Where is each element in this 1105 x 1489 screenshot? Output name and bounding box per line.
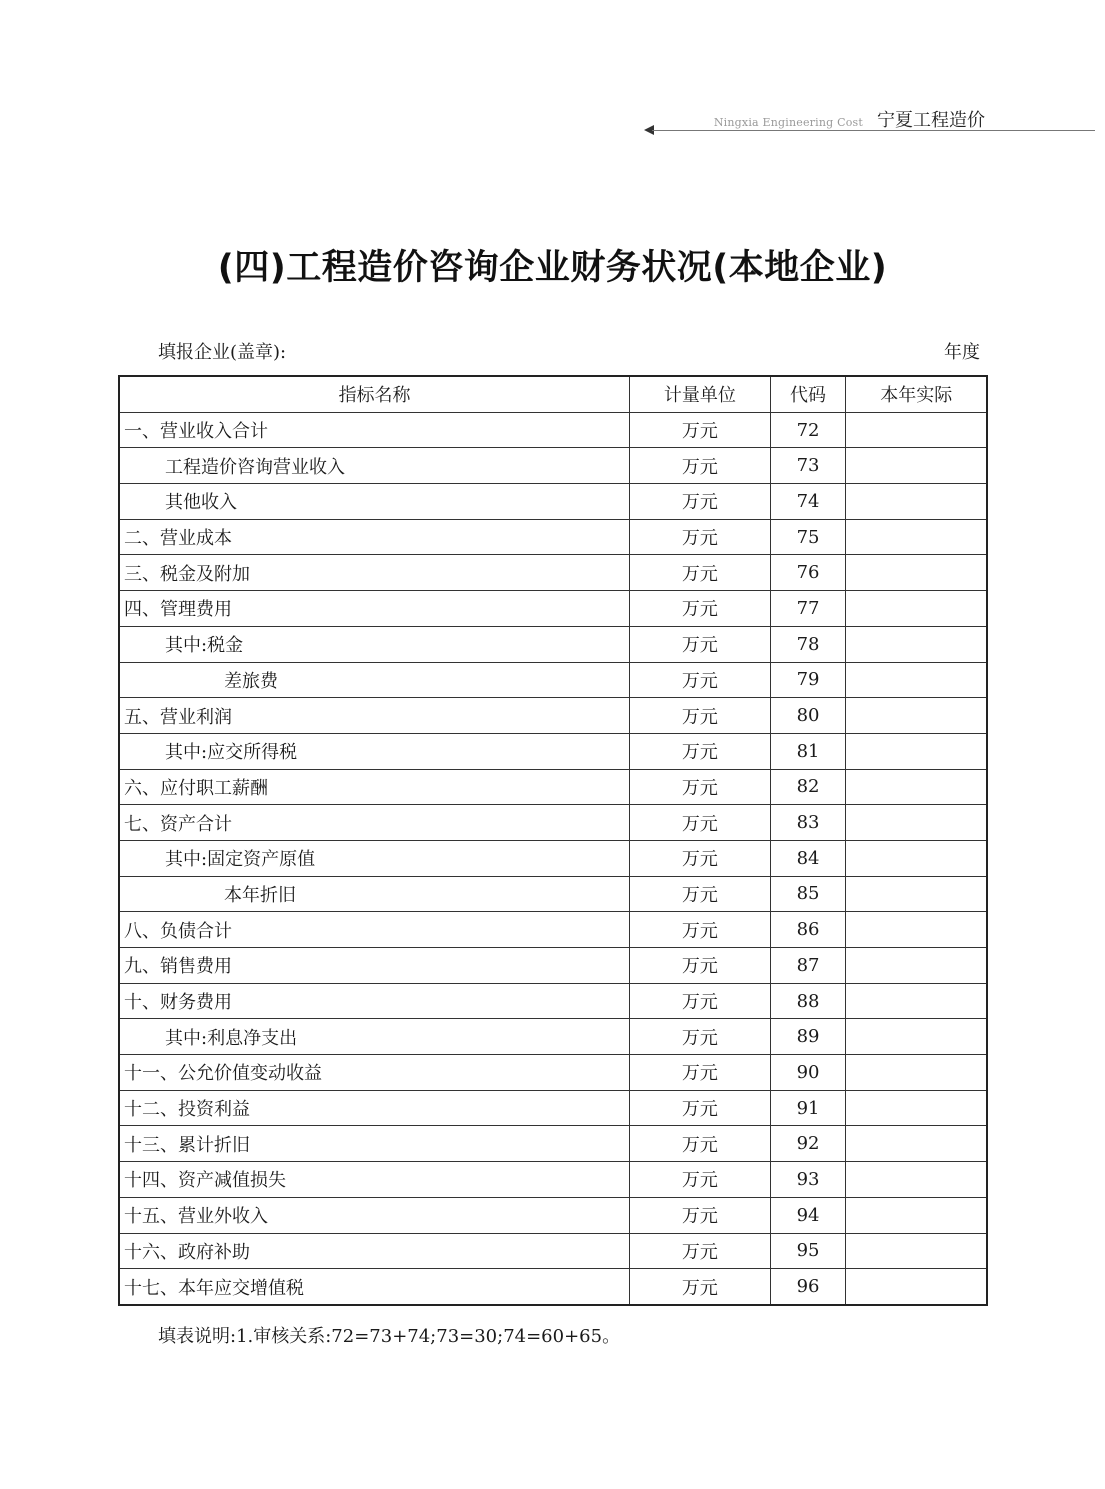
row-indicator-name: 十三、累计折旧 <box>119 1126 630 1162</box>
row-indicator-name: 十四、资产减值损失 <box>119 1162 630 1198</box>
row-indicator-name: 六、应付职工薪酬 <box>119 769 630 805</box>
table-row <box>119 1126 987 1162</box>
row-unit: 万元 <box>630 412 771 448</box>
row-unit: 万元 <box>630 1126 771 1162</box>
row-actual-value <box>846 1019 987 1055</box>
row-unit: 万元 <box>630 983 771 1019</box>
header-rule <box>652 130 1095 131</box>
row-code: 88 <box>770 983 846 1019</box>
table-row <box>119 769 987 805</box>
row-unit: 万元 <box>630 769 771 805</box>
row-indicator-name: 七、资产合计 <box>119 805 630 841</box>
row-indicator-name: 三、税金及附加 <box>119 555 630 591</box>
page-title: (四)工程造价咨询企业财务状况(本地企业) <box>217 248 888 288</box>
row-unit: 万元 <box>630 626 771 662</box>
row-code: 73 <box>770 448 846 484</box>
column-header-unit: 计量单位 <box>630 376 771 412</box>
row-unit: 万元 <box>630 555 771 591</box>
table-row <box>119 912 987 948</box>
row-indicator-name: 十二、投资利益 <box>119 1090 630 1126</box>
table-row <box>119 948 987 984</box>
row-unit: 万元 <box>630 1162 771 1198</box>
row-code: 94 <box>770 1197 846 1233</box>
table-row <box>119 1197 987 1233</box>
row-actual-value <box>846 912 987 948</box>
table-row <box>119 519 987 555</box>
row-code: 76 <box>770 555 846 591</box>
row-indicator-name: 一、营业收入合计 <box>119 412 630 448</box>
row-actual-value <box>846 519 987 555</box>
row-actual-value <box>846 626 987 662</box>
row-unit: 万元 <box>630 1090 771 1126</box>
table-row <box>119 662 987 698</box>
row-actual-value <box>846 1197 987 1233</box>
row-code: 81 <box>770 733 846 769</box>
table-row <box>119 1162 987 1198</box>
row-indicator-name: 二、营业成本 <box>119 519 630 555</box>
row-unit: 万元 <box>630 662 771 698</box>
row-indicator-name: 其中:利息净支出 <box>119 1019 630 1055</box>
table-row <box>119 876 987 912</box>
row-actual-value <box>846 412 987 448</box>
row-unit: 万元 <box>630 1197 771 1233</box>
row-indicator-name: 五、营业利润 <box>119 698 630 734</box>
row-unit: 万元 <box>630 948 771 984</box>
row-unit: 万元 <box>630 840 771 876</box>
column-header-name: 指标名称 <box>119 376 630 412</box>
row-unit: 万元 <box>630 591 771 627</box>
running-header <box>640 106 1095 136</box>
header-english-title: Ningxia Engineering Cost <box>713 116 863 129</box>
row-code: 86 <box>770 912 846 948</box>
row-actual-value <box>846 662 987 698</box>
table-row <box>119 1055 987 1091</box>
table-row <box>119 555 987 591</box>
row-indicator-name: 本年折旧 <box>119 876 630 912</box>
row-code: 72 <box>770 412 846 448</box>
table-row <box>119 1090 987 1126</box>
row-code: 75 <box>770 519 846 555</box>
row-unit: 万元 <box>630 912 771 948</box>
table-row <box>119 412 987 448</box>
row-actual-value <box>846 805 987 841</box>
row-indicator-name: 其中:固定资产原值 <box>119 840 630 876</box>
table-row <box>119 591 987 627</box>
row-indicator-name: 其中:应交所得税 <box>119 733 630 769</box>
row-unit: 万元 <box>630 1019 771 1055</box>
row-actual-value <box>846 1126 987 1162</box>
row-unit: 万元 <box>630 448 771 484</box>
row-actual-value <box>846 591 987 627</box>
row-indicator-name: 四、管理费用 <box>119 591 630 627</box>
header-chinese-title: 宁夏工程造价 <box>877 110 985 131</box>
row-indicator-name: 其中:税金 <box>119 626 630 662</box>
column-header-code: 代码 <box>770 376 846 412</box>
table-row <box>119 448 987 484</box>
table-row <box>119 1233 987 1269</box>
row-actual-value <box>846 769 987 805</box>
table-row <box>119 733 987 769</box>
row-code: 74 <box>770 484 846 520</box>
row-code: 92 <box>770 1126 846 1162</box>
row-unit: 万元 <box>630 1233 771 1269</box>
row-code: 89 <box>770 1019 846 1055</box>
row-indicator-name: 十六、政府补助 <box>119 1233 630 1269</box>
row-actual-value <box>846 1162 987 1198</box>
row-actual-value <box>846 983 987 1019</box>
row-code: 96 <box>770 1269 846 1305</box>
column-header-actual: 本年实际 <box>846 376 987 412</box>
table-row <box>119 1269 987 1305</box>
row-actual-value <box>846 876 987 912</box>
row-actual-value <box>846 1233 987 1269</box>
row-indicator-name: 九、销售费用 <box>119 948 630 984</box>
row-unit: 万元 <box>630 519 771 555</box>
form-meta <box>158 338 980 364</box>
row-unit: 万元 <box>630 805 771 841</box>
fill-instructions: 填表说明:1.审核关系:72=73+74;73=30;74=60+65。 <box>158 1326 621 1347</box>
row-unit: 万元 <box>630 484 771 520</box>
row-actual-value <box>846 555 987 591</box>
table-header-row <box>119 376 987 412</box>
row-code: 93 <box>770 1162 846 1198</box>
reporting-company-label: 填报企业(盖章): <box>158 342 287 363</box>
row-indicator-name: 十五、营业外收入 <box>119 1197 630 1233</box>
row-indicator-name: 其他收入 <box>119 484 630 520</box>
row-code: 82 <box>770 769 846 805</box>
row-indicator-name: 十、财务费用 <box>119 983 630 1019</box>
year-label: 年度 <box>944 342 980 363</box>
table-row <box>119 626 987 662</box>
table-row <box>119 840 987 876</box>
row-actual-value <box>846 698 987 734</box>
row-code: 77 <box>770 591 846 627</box>
row-code: 79 <box>770 662 846 698</box>
row-unit: 万元 <box>630 1269 771 1305</box>
table-row <box>119 698 987 734</box>
row-actual-value <box>846 733 987 769</box>
row-actual-value <box>846 840 987 876</box>
row-unit: 万元 <box>630 698 771 734</box>
table-body <box>119 412 987 1305</box>
row-indicator-name: 十七、本年应交增值税 <box>119 1269 630 1305</box>
row-actual-value <box>846 1055 987 1091</box>
row-unit: 万元 <box>630 1055 771 1091</box>
row-actual-value <box>846 948 987 984</box>
row-code: 91 <box>770 1090 846 1126</box>
row-code: 95 <box>770 1233 846 1269</box>
row-indicator-name: 十一、公允价值变动收益 <box>119 1055 630 1091</box>
row-actual-value <box>846 1090 987 1126</box>
row-actual-value <box>846 448 987 484</box>
row-indicator-name: 八、负债合计 <box>119 912 630 948</box>
row-indicator-name: 差旅费 <box>119 662 630 698</box>
table-row <box>119 983 987 1019</box>
row-code: 84 <box>770 840 846 876</box>
row-indicator-name: 工程造价咨询营业收入 <box>119 448 630 484</box>
row-code: 87 <box>770 948 846 984</box>
row-unit: 万元 <box>630 876 771 912</box>
financial-status-table <box>118 375 988 1306</box>
table-row <box>119 484 987 520</box>
row-code: 83 <box>770 805 846 841</box>
row-code: 90 <box>770 1055 846 1091</box>
row-code: 78 <box>770 626 846 662</box>
row-actual-value <box>846 1269 987 1305</box>
row-code: 85 <box>770 876 846 912</box>
table-row <box>119 1019 987 1055</box>
row-actual-value <box>846 484 987 520</box>
row-unit: 万元 <box>630 733 771 769</box>
row-code: 80 <box>770 698 846 734</box>
table-row <box>119 805 987 841</box>
